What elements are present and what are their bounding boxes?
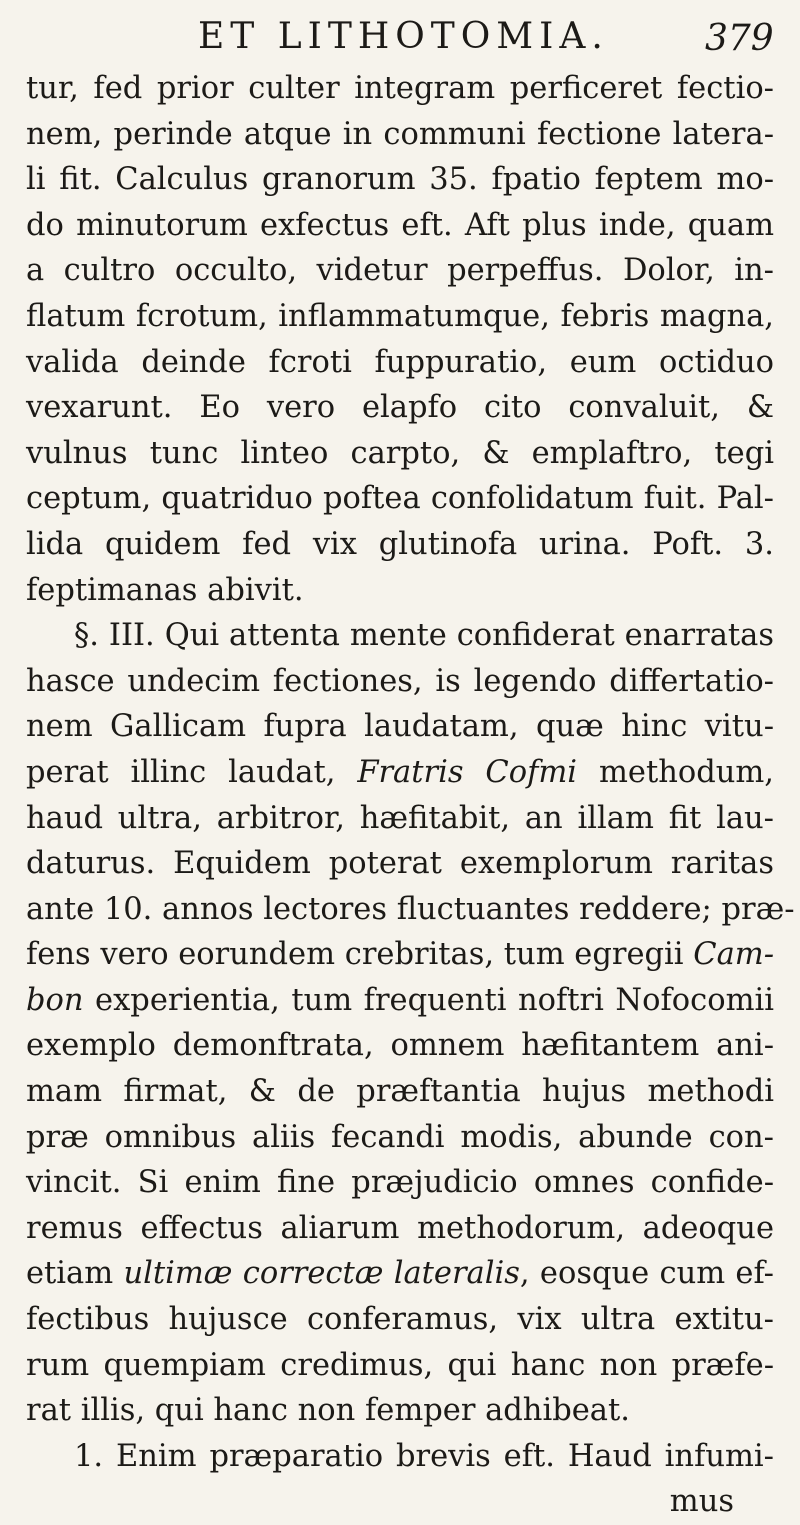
text-segment: fectibus hujusce conferamus, vix ultra extitu- xyxy=(26,1302,774,1338)
text-segment: hasce undecim fectiones, is legendo differtatio- xyxy=(26,663,774,699)
text-line xyxy=(26,1115,774,1161)
text-line xyxy=(26,522,774,568)
text-line xyxy=(26,659,774,705)
text-segment: experientia, tum frequenti noftri Nofocomii xyxy=(83,982,774,1018)
text-line xyxy=(26,157,774,203)
text-line xyxy=(26,248,774,294)
text-line xyxy=(26,1434,774,1480)
text-line xyxy=(26,385,774,431)
text-line xyxy=(26,203,774,249)
text-segment: vulnus tunc linteo carpto, & emplaftro, tegi xyxy=(26,435,774,471)
page-header xyxy=(0,8,800,68)
text-line xyxy=(26,1251,774,1297)
italic-text: Fratris Cofmi xyxy=(357,754,578,790)
text-segment: rum quempiam credimus, qui hanc non præfe- xyxy=(26,1347,774,1383)
text-segment: fens vero eorundem crebritas, tum egregii xyxy=(26,937,694,973)
text-segment: ceptum, quatriduo poftea confolidatum fuit. Pal- xyxy=(26,481,774,517)
text-segment: perat illinc laudat, xyxy=(26,754,358,790)
text-line xyxy=(26,750,774,796)
italic-text: ultimæ correctæ lateralis xyxy=(123,1256,520,1292)
text-line xyxy=(26,932,774,978)
text-segment: §. III. Qui attenta mente confiderat enarratas xyxy=(74,618,774,654)
text-segment: methodum, xyxy=(577,754,774,790)
text-segment: a cultro occulto, videtur perpeffus. Dolor, in- xyxy=(26,253,774,289)
body-text xyxy=(26,66,795,1525)
text-line xyxy=(26,66,774,112)
text-segment: nem Gallicam fupra laudatam, quæ hinc vitu- xyxy=(26,709,774,745)
text-line xyxy=(26,340,774,386)
text-segment: tur, fed prior culter integram perficeret fectio- xyxy=(26,71,774,106)
text-line xyxy=(26,978,774,1024)
running-head: ET LITHOTOMIA. xyxy=(198,16,609,57)
text-line xyxy=(26,841,774,887)
text-segment: daturus. Equidem poterat exemplorum raritas xyxy=(26,846,774,882)
text-segment: haud ultra, arbitror, hæfitabit, an illam fit lau- xyxy=(26,800,774,836)
text-line xyxy=(26,476,774,522)
text-segment: nem, perinde atque in communi fectione latera- xyxy=(26,116,774,152)
text-line xyxy=(26,568,774,614)
text-line xyxy=(26,294,774,340)
text-segment: remus effectus aliarum methodorum, adeoque xyxy=(26,1210,774,1246)
text-segment: etiam xyxy=(26,1256,124,1292)
text-line xyxy=(26,1206,774,1252)
text-segment: flatum fcrotum, inflammatumque, febris magna, xyxy=(26,298,774,334)
text-line xyxy=(26,887,795,933)
text-line xyxy=(26,1297,774,1343)
text-line xyxy=(26,704,774,750)
text-segment: vexarunt. Eo vero elapfo cito convaluit, & xyxy=(26,390,774,426)
text-segment: feptimanas abivit. xyxy=(26,572,304,608)
text-segment: ante 10. annos lectores fluctuantes reddere; præ- xyxy=(26,891,795,927)
text-line xyxy=(26,1160,774,1206)
text-line xyxy=(26,112,774,158)
text-segment: lida quidem fed vix glutinofa urina. Poft. 3. xyxy=(26,526,774,562)
text-line xyxy=(26,1023,774,1069)
text-segment: mam firmat, & de præftantia hujus methodi xyxy=(26,1074,774,1110)
text-segment: valida deinde fcroti fuppuratio, eum octiduo xyxy=(26,344,774,380)
text-line xyxy=(26,431,774,477)
text-line xyxy=(26,796,774,842)
text-segment: vincit. Si enim fine præjudicio omnes confide- xyxy=(26,1165,774,1201)
text-line xyxy=(26,1388,774,1434)
text-segment: præ omnibus aliis fecandi modis, abunde con- xyxy=(26,1119,774,1155)
text-line xyxy=(26,1343,774,1389)
text-segment: do minutorum exfectus eft. Aft plus inde, quam xyxy=(26,207,774,243)
text-segment: 1. Enim præparatio brevis eft. Haud infumi- xyxy=(74,1438,774,1474)
text-segment: , eosque cum ef- xyxy=(519,1256,774,1292)
text-line xyxy=(26,613,774,659)
text-segment: exemplo demonftrata, omnem hæfitantem ani- xyxy=(26,1028,774,1064)
catchword xyxy=(26,1479,774,1525)
italic-text: Cam- xyxy=(693,937,774,973)
text-segment: mus xyxy=(669,1484,734,1520)
italic-text: bon xyxy=(26,982,84,1018)
text-segment: li fit. Calculus granorum 35. fpatio feptem mo- xyxy=(26,162,774,198)
text-segment: rat illis, qui hanc non femper adhibeat. xyxy=(26,1393,630,1429)
page-number: 379 xyxy=(705,18,774,59)
text-line xyxy=(26,1069,774,1115)
